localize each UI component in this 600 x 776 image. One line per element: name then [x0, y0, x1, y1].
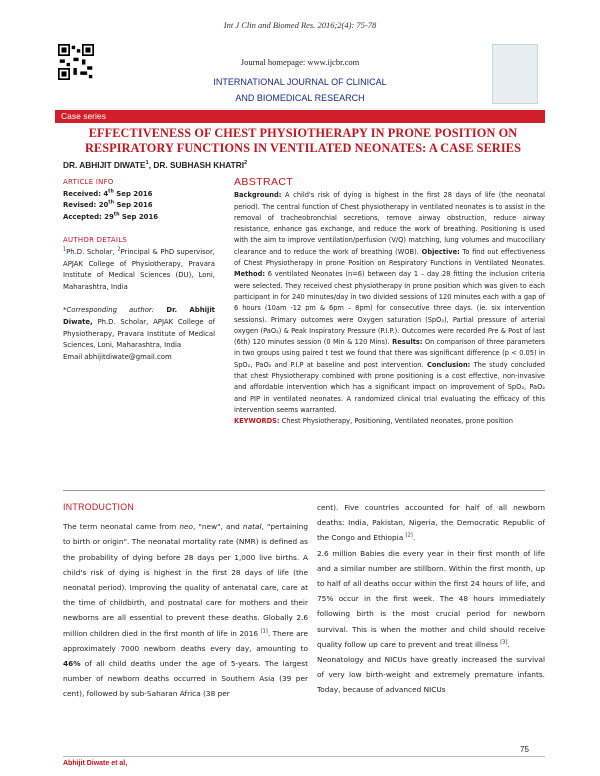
- introduction-heading: INTRODUCTION: [63, 502, 135, 512]
- journal-reference: Int J Clin and Biomed Res. 2016;2(4): 75-78: [223, 20, 377, 30]
- page-number: 75: [520, 745, 529, 754]
- accepted-date: Accepted: 29th Sep 2016: [63, 212, 159, 221]
- article-info-heading: ARTICLE INFO: [63, 178, 114, 186]
- journal-name-line1: INTERNATIONAL JOURNAL OF CLINICAL: [213, 77, 387, 87]
- corresponding-email: Email abhijitdiwate@gmail.com: [63, 352, 172, 361]
- received-date: Received: 4th Sep 2016: [63, 189, 153, 198]
- intro-column-1: [63, 500, 308, 702]
- author-line: [63, 160, 247, 170]
- intro-paragraph-2: 2.6 million Babies die every year in their first month of life and a similar number are stillborn. Within the first month, up to half of all deaths occur within the first 24 hours of life, and 75% occur in the first week. The 48 hours immediately following birth is the most crucial period for newborn survival. This is when the mother and child should receive quality follow up care to prevent and treat illness [3].: [317, 548, 545, 649]
- abstract-block: [234, 177, 545, 428]
- intro-paragraph-1-cont: cent). Five countries accounted for half of all newborn deaths: India, Pakistan, Nigeria, the Democratic Republic of the Congo and Ethiopia [2].: [317, 503, 545, 543]
- intro-column-2: [317, 500, 545, 698]
- revised-date: Revised: 20th Sep 2016: [63, 200, 153, 210]
- abstract-text: Background: A child's risk of dying is highest in the first 28 days of life (the neonatal period). The central function of Chest physiotherapy in ventilated neonates is to assist in the removal of tracheobronchial secretions, remove airway obstruction, reduce airway resistance, enhance gas exchange, and reduce the work of breathing. Positioning is used with the aim to improve ventilation/perfusion (V/Q) matching, lung volumes and mucociliary clearance and to reduce the work of breathing (WOB). Objective: To find out effectiveness of Chest Physiotherapy in prone Position on Respiratory Functions in Ventilated Neonates. Method: 6 ventilated Neonates (n=6) between day 1 – day 28 fitting the inclusion criteria were selected. They received chest physiotherapy in prone position which was given to each participant in for 240 minutes/day in two divided sessions of 120 minutes each with a gap of 6 hours (10am -12 pm & 6pm – 8pm) for consecutive three days. (ie. six intervention sessions). Primary outcomes were Oxygen saturation (SpO₂), Partial pressure of arterial oxygen (PaO₂) & Peak Inspiratory Pressure (P.I.P.). Outcomes were recorded Pre & Post of last (6th) 120 minutes session (0 Min & 120 Mins). Results: On comparison of three parameters in two groups using paired t test we found that there was significant difference (p < 0.05) in SpO₂, PaO₂ and P.I.P at baseline and post intervention. Conclusion: The study concluded that chest Physiotherapy combined with prone positioning is a cost effective, non-invasive and affordable intervention which has a significant impact on improvement of SpO₂, PaO₂ and PIP in ventilated neonates. A randomized clinical trial evaluating the efficacy of this intervention seems warranted.: [234, 191, 546, 414]
- abstract-heading: ABSTRACT: [234, 176, 294, 188]
- article-sidebar: [63, 177, 215, 363]
- intro-paragraph-3: Neonatology and NICUs have greatly increased the survival of very low birth-weight and extremely premature infants. Today, because of advanced NICUs: [317, 655, 545, 695]
- article-title: EFFECTIVENESS OF CHEST PHYSIOTHERAPY IN PRONE POSITION ON RESPIRATORY FUNCTIONS IN VENTILATED NEONATES: A CASE SERIES: [84, 126, 522, 155]
- author-sep: ,: [148, 160, 154, 170]
- journal-cover-icon: [492, 44, 538, 104]
- running-footer: Abhijit Diwate et al,: [63, 760, 128, 767]
- author-affiliation: $^1$Ph.D. Scholar, $^2$Principal & PhD supervisor, APJAK College of Physiotherapy, Pravara Institute of Medical Sciences (DU), Loni, Maharashtra, India: [63, 247, 215, 291]
- journal-homepage: Journal homepage: www.ijcbr.com: [240, 57, 360, 67]
- author-2-sup: 2: [244, 160, 248, 167]
- journal-name: [200, 74, 400, 106]
- author-1-sup: 1: [145, 160, 149, 167]
- author-2: DR. SUBHASH KHATRI: [153, 160, 245, 170]
- section-divider: [63, 490, 545, 491]
- corresponding-author: *Corresponding author: Dr. Abhijit Diwate, Ph.D. Scholar, APJAK College of Physiotherapy, Pravara Institute of Medical Sciences, Loni, Maharashtra, India: [63, 306, 215, 350]
- author-details-heading: AUTHOR DETAILS: [63, 236, 128, 245]
- intro-paragraph-1: The term neonatal came from neo, "new", and natal, "pertaining to birth or origin". The neonatal mortality rate (NMR) is defined as the probability of dying before 28 days per 1,000 live births. A child's risk of dying is highest in the first 28 days of life (the neonatal period). Improving the quality of antenatal care, care at the time of childbirth, and postnatal care for mothers and their newborns are all essential to prevent these deaths. Globally 2.6 million children died in the first month of life in 2016 [1]. There are approximately 7000 newborn deaths every day, amounting to 46% of all child deaths under the age of 5-years. The largest number of newborn deaths occurred in Southern Asia (39 per cent), followed by sub-Saharan Africa (38 per: [63, 522, 308, 699]
- journal-name-line2: AND BIOMEDICAL RESEARCH: [235, 93, 365, 103]
- section-bar: Case series: [55, 110, 545, 123]
- author-1: DR. ABHIJIT DIWATE: [63, 160, 146, 170]
- footer-divider: [63, 756, 545, 757]
- keywords: KEYWORDS: Chest Physiotherapy, Positioning, Ventilated neonates, prone position: [234, 417, 513, 426]
